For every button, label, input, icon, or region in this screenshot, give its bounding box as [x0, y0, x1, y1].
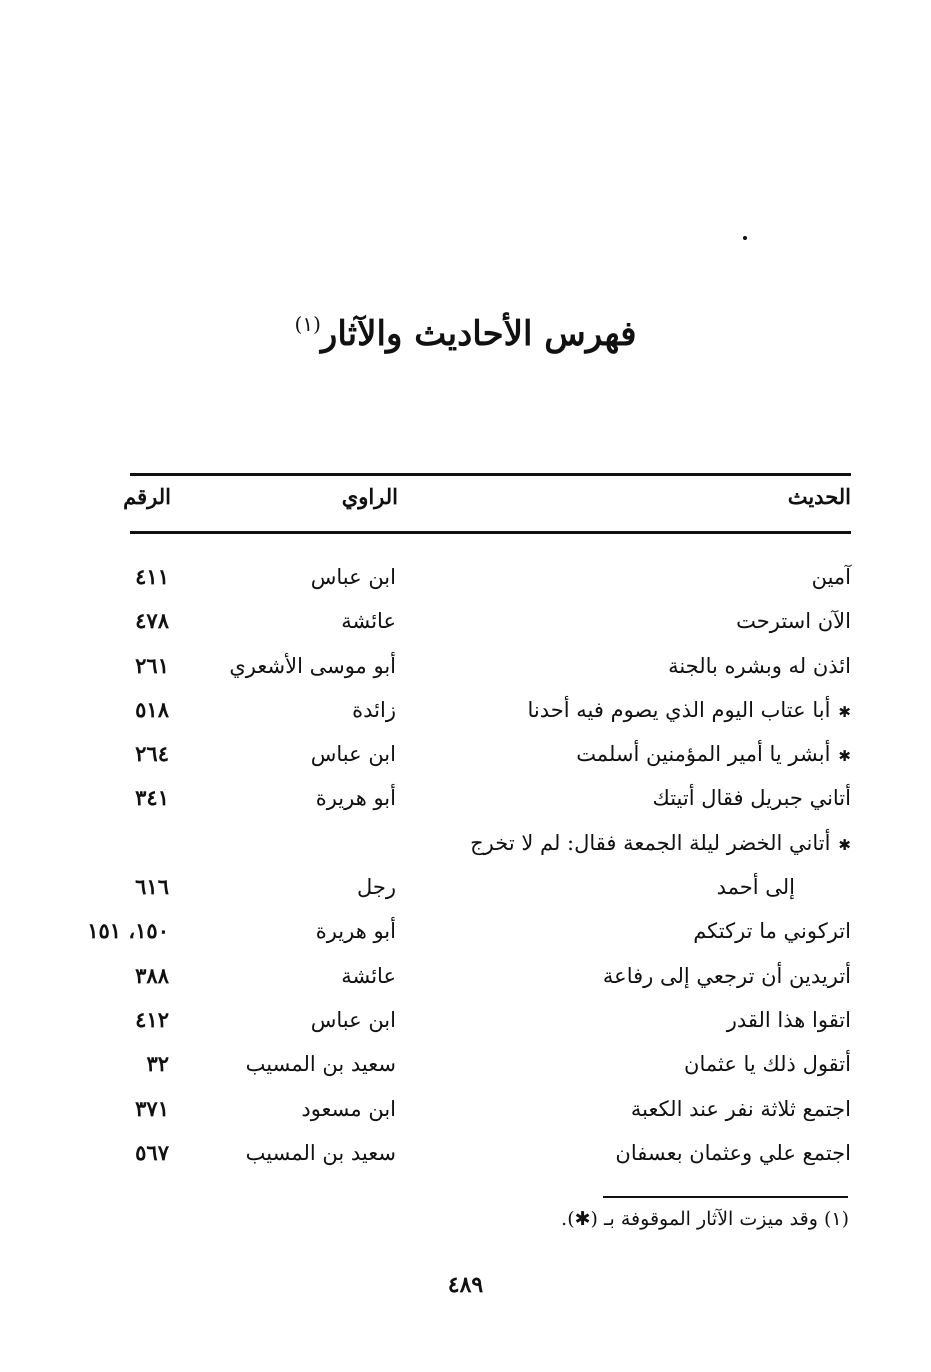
page-title-text: فهرس الأحاديث والآثار	[320, 314, 637, 354]
number-cell: ٣٢	[146, 1051, 169, 1077]
hadith-text: ائذن له وبشره بالجنة	[668, 653, 851, 678]
rawi-cell: ابن مسعود	[301, 1096, 396, 1121]
column-header-rawi: الراوي	[341, 484, 398, 509]
hadith-cell	[576, 739, 851, 771]
hadith-cell	[653, 783, 851, 813]
hadith-text: آمين	[811, 565, 851, 589]
column-header-number: الرقم	[123, 484, 171, 509]
rawi-cell: ابن عباس	[310, 742, 396, 767]
rawi-cell: رجل	[356, 875, 396, 900]
number-cell: ٣٨٨	[135, 962, 169, 988]
hadith-cell	[668, 651, 851, 681]
table-row	[0, 556, 931, 600]
table-row	[0, 733, 931, 777]
rawi-cell: ابن عباس	[310, 1007, 396, 1032]
hadith-cell	[812, 562, 851, 592]
hadith-cell	[684, 1049, 851, 1079]
hadith-text: أتاني الخضر ليلة الجمعة فقال: لم لا تخرج	[470, 830, 831, 855]
hadith-cell	[717, 872, 795, 902]
hadith-cell	[603, 961, 851, 991]
hadith-text: أتريدين أن ترجعي إلى رفاعة	[602, 963, 851, 988]
title-footnote-marker: (١)	[294, 312, 321, 336]
rawi-cell: سعيد بن المسيب	[245, 1140, 396, 1165]
table-row	[0, 777, 931, 821]
number-cell: ٤٧٨	[135, 608, 169, 634]
mawquf-marker: ✱	[838, 835, 851, 854]
hadith-text: إلى أحمد	[716, 875, 795, 900]
stray-dot	[743, 236, 747, 240]
mawquf-marker: ✱	[838, 702, 851, 721]
table-row	[0, 866, 931, 910]
rawi-cell: ابن عباس	[310, 565, 396, 589]
hadith-text: اجتمع علي وعثمان بعسفان	[615, 1140, 851, 1165]
table-top-rule	[130, 473, 851, 476]
footnote-rule	[603, 1196, 848, 1198]
hadith-text: اتركوني ما تركتكم	[693, 919, 851, 944]
table-row	[0, 822, 931, 866]
rawi-cell: سعيد بن المسيب	[245, 1052, 396, 1077]
table-row	[0, 1088, 931, 1132]
hadith-cell	[727, 1005, 851, 1035]
index-table-body	[0, 556, 931, 1176]
table-header-rule	[130, 531, 851, 534]
hadith-cell	[528, 695, 851, 727]
number-cell: ٣٤١	[135, 785, 169, 811]
hadith-text: أبشر يا أمير المؤمنين أسلمت	[576, 742, 831, 767]
hadith-cell	[615, 1138, 851, 1168]
number-cell: ٥١٨	[135, 696, 169, 722]
hadith-text: الآن استرحت	[736, 609, 851, 634]
number-cell: ٢٦٤	[135, 741, 169, 767]
table-row	[0, 1043, 931, 1087]
number-cell: ١٥٠، ١٥١	[87, 918, 169, 944]
mawquf-marker: ✱	[838, 747, 851, 766]
table-row	[0, 1132, 931, 1176]
table-row	[0, 955, 931, 999]
number-cell: ٥٦٧	[135, 1139, 169, 1165]
hadith-cell	[736, 606, 851, 636]
hadith-cell	[631, 1094, 851, 1124]
table-row	[0, 600, 931, 644]
number-cell: ٣٧١	[135, 1095, 169, 1121]
page-number: ٤٨٩	[447, 1272, 484, 1298]
rawi-cell: أبو هريرة	[315, 786, 396, 811]
number-cell: ٢٦١	[135, 652, 169, 678]
rawi-cell: عائشة	[341, 609, 396, 634]
hadith-cell	[470, 828, 851, 860]
number-cell: ٤١١	[135, 564, 169, 589]
number-cell: ٤١٢	[135, 1006, 169, 1032]
table-row	[0, 910, 931, 954]
rawi-cell: أبو موسى الأشعري	[229, 653, 396, 678]
table-row	[0, 645, 931, 689]
hadith-text: اتقوا هذا القدر	[726, 1007, 851, 1032]
number-cell: ٦١٦	[135, 874, 169, 900]
footnote: (١) وقد ميزت الآثار الموقوفة بـ (✱).	[561, 1208, 849, 1230]
rawi-cell: أبو هريرة	[315, 919, 396, 944]
hadith-text: أبا عتاب اليوم الذي يصوم فيه أحدنا	[527, 697, 831, 722]
hadith-text: اجتمع ثلاثة نفر عند الكعبة	[630, 1096, 851, 1121]
table-row	[0, 999, 931, 1043]
column-header-hadith: الحديث	[787, 484, 851, 509]
table-row	[0, 689, 931, 733]
rawi-cell: عائشة	[341, 963, 396, 988]
hadith-text: أتاني جبريل فقال أتيتك	[652, 786, 851, 811]
rawi-cell: زائدة	[352, 697, 396, 722]
hadith-text: أتقول ذلك يا عثمان	[684, 1052, 851, 1077]
hadith-cell	[693, 916, 851, 946]
page-title	[0, 312, 931, 354]
